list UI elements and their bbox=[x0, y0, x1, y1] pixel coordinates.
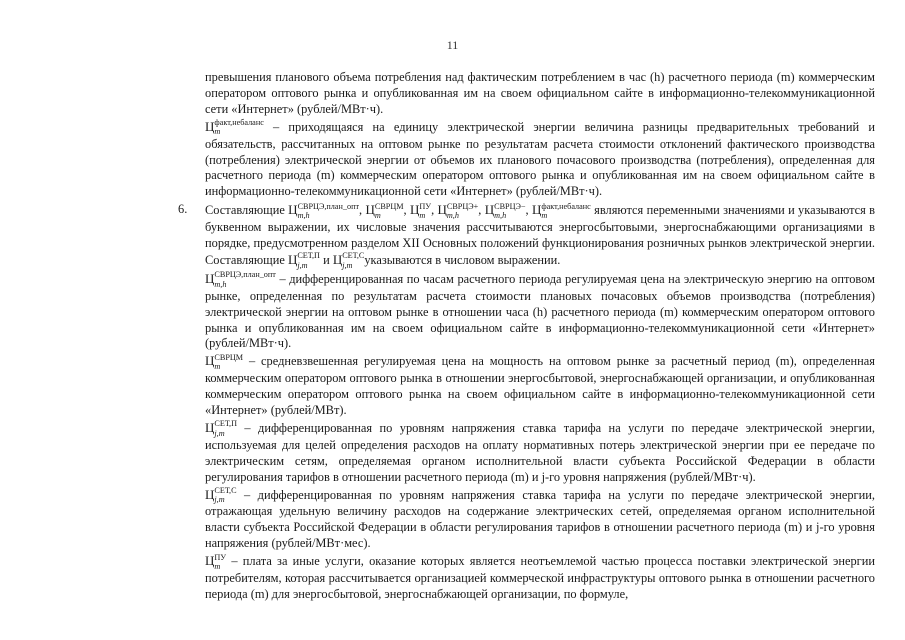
document-body bbox=[178, 70, 876, 603]
symbol-fakt-nebalans: Ц факт,небаланс m bbox=[205, 118, 264, 137]
symbol-fakt-nebalans-inline: Ц факт,небаланс m bbox=[531, 201, 591, 220]
page-number: 11 bbox=[446, 38, 459, 52]
symbol-set-p-inline: Ц СЕТ,П j,m bbox=[287, 251, 320, 270]
symbol-plan-opt: Ц СВРЦЭ,план_опт m,h bbox=[288, 201, 360, 220]
symbol-set-p-def: Ц СЕТ,П j,m bbox=[205, 419, 237, 438]
symbol-set-s-def: Ц СЕТ,С j,m bbox=[205, 486, 237, 505]
definition-fakt-nebalans: Ц факт,небаланс m – приходящаяся на единицу электрической энергии величина разницы предварительных требований и обязательств, рассчитанных на оптовом рынке по результатам расчета стоимости отклонений фактического производства (потребления) электрической энергии от объемов их планового почасового производства (потребления), определенная для расчетного периода (m) коммерческим оператором оптового рынка и опубликованная им на своем официальном сайте в информационно-телекоммуникационной сети «Интернет» (рублей/МВт·ч). bbox=[205, 118, 875, 199]
list-item-6 bbox=[178, 201, 876, 270]
symbol-set-s-inline: Ц СЕТ,С j,m bbox=[332, 251, 365, 270]
symbol-pu-def: Ц ПУ m bbox=[205, 552, 227, 571]
symbol-svrce-minus: Ц СВРЦЭ− m,h bbox=[484, 201, 526, 220]
definition-set-p: Ц СЕТ,П j,m – дифференцированная по уровням напряжения ставка тарифа на услуги по передаче электрической энергии, используемая для целей определения расходов на оплату нормативных потерь электрической энергии при ее передаче по электрическим сетям, определяемая органом исполнительной власти субъекта Российской Федерации в области регулирования тарифов в отношении расчетного периода (m) и j-го уровня напряжения (рублей/МВт·ч). bbox=[205, 419, 875, 484]
symbol-svrcm: Ц СВРЦМ m bbox=[365, 201, 404, 220]
item-6-text: Составляющие Ц СВРЦЭ,план_опт m,h , Ц СВРЦМ m , Ц ПУ m , Ц СВРЦЭ+ m,h , Ц СВРЦЭ− m,h , Ц факт,небаланс m являются переменными значениями и указываются в буквенном выражении, их числовые значения рассчитываются энергосбытовыми, энергоснабжающими организациями в порядке, предусмотренном разделом XII Основных положений функционирования розничных рынков электрической энергии. Составляющие Ц СЕТ,П j,m и Ц СЕТ,С j,m указываются в числовом выражении. bbox=[205, 201, 876, 270]
symbol-svrce-plus: Ц СВРЦЭ+ m,h bbox=[437, 201, 479, 220]
symbol-svrcm-def: Ц СВРЦМ m bbox=[205, 352, 244, 372]
paragraph-continuation: превышения планового объема потребления над фактическим потреблением в час (h) расчетного периода (m) коммерческим оператором оптового рынка и опубликованная им на своем официальном сайте в информационно-телекоммуникационной сети «Интернет» (рублей/МВт·ч). bbox=[205, 70, 875, 116]
definition-plan-opt: Ц СВРЦЭ,план_опт m,h – дифференцированная по часам расчетного периода регулируемая цена на электрическую энергию на оптовом рынке, определенная по результатам расчета стоимости плановых почасовых объемов производства (потребления) электрической энергии на оптовом рынке в отношении часа (h) расчетного периода (m) коммерческим оператором оптового рынка и опубликованная им на своем официальном сайте в информационно-телекоммуникационной сети «Интернет» (рублей/МВт·ч). bbox=[205, 270, 875, 351]
symbol-plan-opt-def: Ц СВРЦЭ,план_опт m,h bbox=[205, 270, 276, 289]
symbol-pu: Ц ПУ m bbox=[409, 201, 432, 220]
definition-set-s: Ц СЕТ,С j,m – дифференцированная по уровням напряжения ставка тарифа на услуги по передаче электрической энергии, отражающая удельную величину расходов на содержание электрических сетей, определяемая органом исполнительной власти субъекта Российской Федерации в области регулирования тарифов в отношении расчетного периода (m) и j-го уровня напряжения (рублей/МВт·мес). bbox=[205, 486, 875, 551]
definition-pu: Ц ПУ m – плата за иные услуги, оказание которых является неотъемлемой частью процесса поставки электрической энергии потребителям, которая рассчитывается организацией коммерческой инфраструктуры оптового рынка в отношении расчетного периода (m) для энергосбытовой, энергоснабжающей организации, по формуле, bbox=[205, 552, 875, 601]
definition-svrcm: Ц СВРЦМ m – средневзвешенная регулируемая цена на мощность на оптовом рынке за расчетный период (m), определенная коммерческим оператором оптового рынка в отношении энергосбытовой, энергоснабжающей организации, и опубликованная коммерческим оператором оптового рынка на своем официальном сайте в информационно-телекоммуникационной сети «Интернет» (рублей/МВт). bbox=[205, 352, 875, 418]
item-number: 6. bbox=[178, 202, 188, 217]
